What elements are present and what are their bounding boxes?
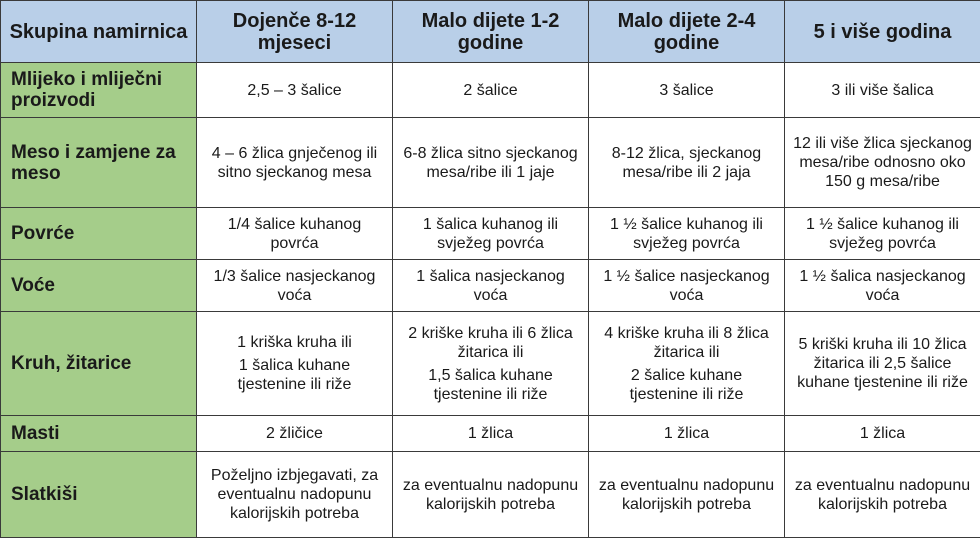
row-header-vegetables: Povrće [1, 208, 197, 260]
cell-text: Poželjno izbjegavati, za eventualnu nadopunu kalorijskih potreba [203, 466, 386, 523]
table-cell [197, 452, 393, 538]
table-cell [393, 208, 589, 260]
table-cell [197, 312, 393, 416]
cell-text: 1 ½ šalice kuhanog ili svježeg povrća [791, 215, 974, 253]
header-cell-toddler-2-4: Malo dijete 2-4 godine [589, 1, 785, 63]
row-header-bread: Kruh, žitarice [1, 312, 197, 416]
cell-text: 1 šalica kuhanog ili svježeg povrća [399, 215, 582, 253]
cell-text: 5 kriški kruha ili 10 žlica žitarica ili 2,5 šalice kuhane tjestenine ili riže [791, 335, 974, 392]
cell-text: 1 šalica kuhane tjestenine ili riže [203, 356, 386, 394]
table-cell [393, 312, 589, 416]
cell-text: 1 žlica [399, 424, 582, 443]
table-cell [785, 118, 980, 208]
table-cell [785, 452, 980, 538]
cell-text: 8-12 žlica, sjeckanog mesa/ribe ili 2 jaja [595, 144, 778, 182]
cell-text: 2,5 – 3 šalice [203, 81, 386, 100]
cell-text: 3 šalice [595, 81, 778, 100]
table-cell [785, 416, 980, 452]
table-cell [785, 312, 980, 416]
cell-text: 2 kriške kruha ili 6 žlica žitarica ili [399, 324, 582, 362]
cell-text: 1/4 šalice kuhanog povrća [203, 215, 386, 253]
cell-text: za eventualnu nadopunu kalorijskih potreba [791, 476, 974, 514]
table-cell [589, 312, 785, 416]
table-cell [589, 208, 785, 260]
cell-text: 1 ½ šalica nasjeckanog voća [791, 267, 974, 305]
header-cell-food-group: Skupina namirnica [1, 1, 197, 63]
table-cell [785, 208, 980, 260]
table-cell [393, 416, 589, 452]
table-row [1, 260, 980, 312]
table-row [1, 312, 980, 416]
table-row [1, 118, 980, 208]
table-cell [197, 63, 393, 118]
table-cell [589, 416, 785, 452]
cell-text: 6-8 žlica sitno sjeckanog mesa/ribe ili 1 jaje [399, 144, 582, 182]
cell-text: 2 šalice kuhane tjestenine ili riže [595, 366, 778, 404]
table-cell [589, 63, 785, 118]
table-body [1, 63, 980, 538]
table-cell [785, 260, 980, 312]
header-cell-5-plus: 5 i više godina [785, 1, 980, 63]
table-cell [785, 63, 980, 118]
table-cell [197, 118, 393, 208]
cell-text: 4 kriške kruha ili 8 žlica žitarica ili [595, 324, 778, 362]
row-header-meat: Meso i zamjene za meso [1, 118, 197, 208]
table-cell [393, 452, 589, 538]
table-row [1, 416, 980, 452]
header-row [1, 1, 980, 63]
cell-text: 1 ½ šalice kuhanog ili svježeg povrća [595, 215, 778, 253]
cell-text: 2 žličice [203, 424, 386, 443]
cell-text: 1 ½ šalice nasjeckanog voća [595, 267, 778, 305]
cell-text: 1 žlica [791, 424, 974, 443]
table-row [1, 208, 980, 260]
row-header-fats: Masti [1, 416, 197, 452]
table-cell [393, 118, 589, 208]
table-cell [393, 260, 589, 312]
cell-text: 4 – 6 žlica gnječenog ili sitno sjeckanog mesa [203, 144, 386, 182]
row-header-sweets: Slatkiši [1, 452, 197, 538]
row-header-fruit: Voće [1, 260, 197, 312]
table-cell [197, 208, 393, 260]
header-cell-infant: Dojenče 8-12 mjeseci [197, 1, 393, 63]
cell-text: 1/3 šalice nasjeckanog voća [203, 267, 386, 305]
table-row [1, 63, 980, 118]
table-cell [197, 260, 393, 312]
cell-text: 12 ili više žlica sjeckanog mesa/ribe odnosno oko 150 g mesa/ribe [791, 134, 974, 191]
table-cell [197, 416, 393, 452]
table-cell [589, 260, 785, 312]
cell-text: 3 ili više šalica [791, 81, 974, 100]
cell-text: 1 žlica [595, 424, 778, 443]
table-cell [589, 452, 785, 538]
table-cell [589, 118, 785, 208]
table-row [1, 452, 980, 538]
cell-text: 1 šalica nasjeckanog voća [399, 267, 582, 305]
row-header-milk: Mlijeko i mliječni proizvodi [1, 63, 197, 118]
cell-text: za eventualnu nadopunu kalorijskih potreba [595, 476, 778, 514]
header-cell-toddler-1-2: Malo dijete 1-2 godine [393, 1, 589, 63]
cell-text: 1 kriška kruha ili [203, 333, 386, 352]
cell-text: 2 šalice [399, 81, 582, 100]
cell-text: za eventualnu nadopunu kalorijskih potreba [399, 476, 582, 514]
cell-text: 1,5 šalica kuhane tjestenine ili riže [399, 366, 582, 404]
table-cell [393, 63, 589, 118]
